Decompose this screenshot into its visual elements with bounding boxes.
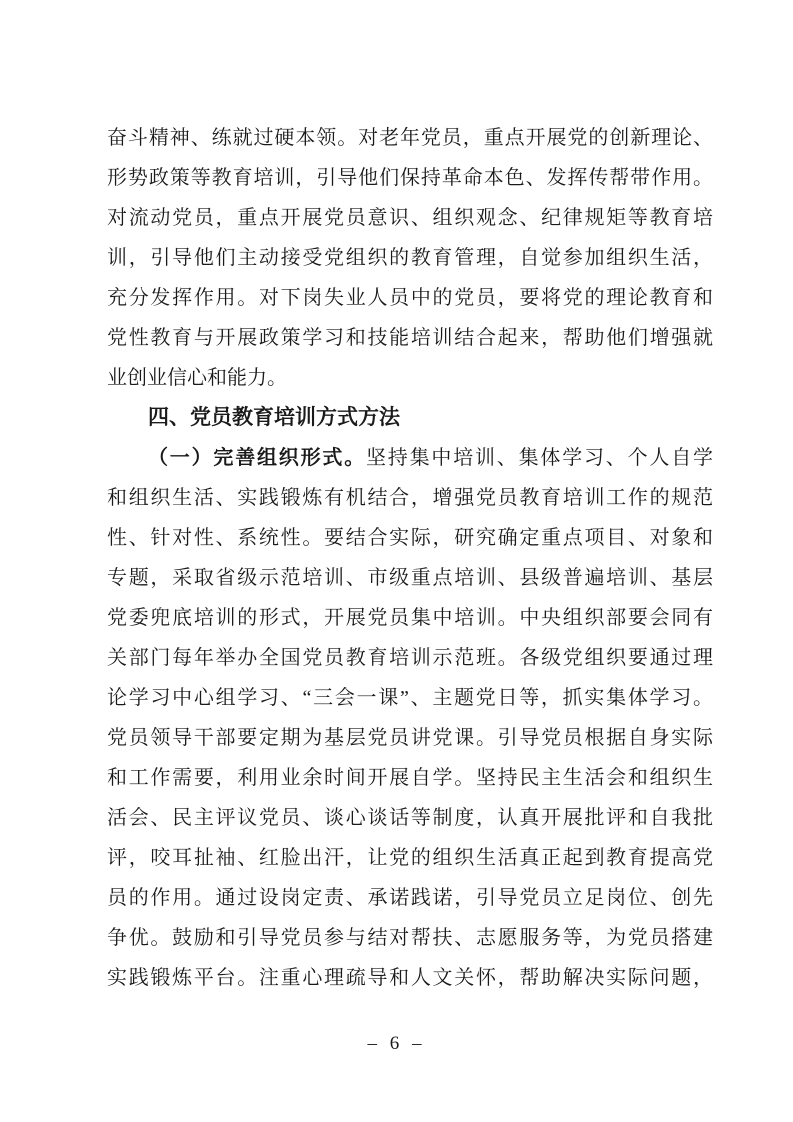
text-line: 对流动党员，重点开展党员意识、组织观念、纪律规矩等教育培 <box>107 207 713 229</box>
subsection-title: （一）完善组织形式。 <box>148 447 366 469</box>
text-line: 争优。鼓励和引导党员参与结对帮扶、志愿服务等，为党员搭建 <box>107 927 713 949</box>
text-line: 党员领导干部要定期为基层党员讲党课。引导党员根据自身实际 <box>107 727 713 749</box>
text-line: 论学习中心组学习、“三会一课”、主题党日等，抓实集体学习。 <box>107 687 713 709</box>
text-line: 和工作需要，利用业余时间开展自学。坚持民主生活会和组织生 <box>107 767 713 789</box>
page-number: – 6 – <box>367 1033 426 1054</box>
text-line: 专题，采取省级示范培训、市级重点培训、县级普遍培训、基层 <box>107 567 713 589</box>
text-line: 和组织生活、实践锻炼有机结合，增强党员教育培训工作的规范 <box>107 487 713 509</box>
text-line: 奋斗精神、练就过硬本领。对老年党员，重点开展党的创新理论、 <box>107 127 713 149</box>
page-footer <box>0 1033 793 1055</box>
text-line: 员的作用。通过设岗定责、承诺践诺，引导党员立足岗位、创先 <box>107 887 713 909</box>
text-line: 形势政策等教育培训，引导他们保持革命本色、发挥传帮带作用。 <box>107 167 713 189</box>
document-body <box>107 118 713 998</box>
text-line: 实践锻炼平台。注重心理疏导和人文关怀，帮助解决实际问题， <box>107 967 713 989</box>
text-line: 党委兜底培训的形式，开展党员集中培训。中央组织部要会同有 <box>107 607 713 629</box>
text-line <box>107 438 713 478</box>
section-heading: 四、党员教育培训方式方法 <box>148 406 400 429</box>
text-line: 活会、民主评议党员、谈心谈话等制度，认真开展批评和自我批 <box>107 807 713 829</box>
text-line: 训，引导他们主动接受党组织的教育管理，自觉参加组织生活， <box>107 247 713 269</box>
text-line: 充分发挥作用。对下岗失业人员中的党员，要将党的理论教育和 <box>107 287 713 309</box>
text-line: 评，咬耳扯袖、红脸出汗，让党的组织生活真正起到教育提高党 <box>107 847 713 869</box>
text-line: 关部门每年举办全国党员教育培训示范班。各级党组织要通过理 <box>107 647 713 669</box>
text-line: 业创业信心和能力。 <box>107 367 287 389</box>
text-line: 党性教育与开展政策学习和技能培训结合起来，帮助他们增强就 <box>107 327 713 349</box>
text-line: 性、针对性、系统性。要结合实际，研究确定重点项目、对象和 <box>107 527 713 549</box>
text-run: 坚持集中培训、集体学习、个人自学 <box>366 447 713 469</box>
